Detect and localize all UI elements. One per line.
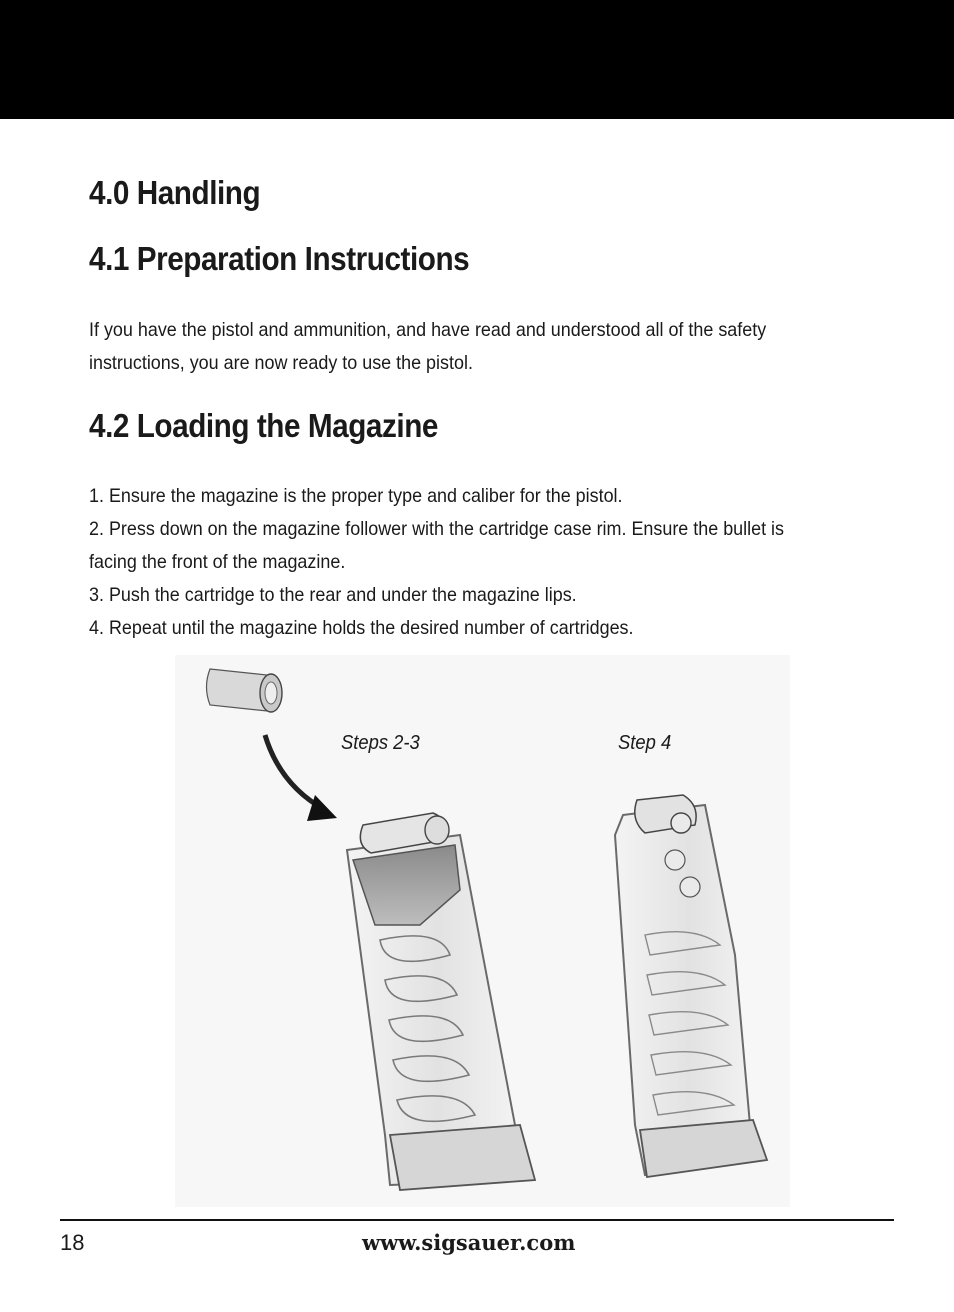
- cartridge-icon: [207, 669, 283, 712]
- section-heading-4-0: 4.0 Handling: [89, 174, 261, 211]
- magazine-loading-illustration: [175, 655, 790, 1207]
- step-2-line-1: 2. Press down on the magazine follower with the cartridge case rim. Ensure the bullet is: [89, 518, 785, 540]
- section-heading-4-1: 4.1 Preparation Instructions: [89, 240, 470, 277]
- section-heading-4-2: 4.2 Loading the Magazine: [89, 407, 438, 444]
- intro-line-1: If you have the pistol and ammunition, and have read and understood all of the safety: [89, 319, 767, 341]
- header-bar: [0, 0, 954, 119]
- step-2-line-2: facing the front of the magazine.: [89, 551, 346, 573]
- illustration-svg: [175, 655, 790, 1207]
- intro-line-2: instructions, you are now ready to use the pistol.: [89, 352, 473, 374]
- website-url: www.sigsauer.com: [362, 1230, 576, 1255]
- caption-step-4: Step 4: [618, 732, 672, 754]
- caption-steps-2-3: Steps 2-3: [341, 732, 420, 754]
- footer-divider: [60, 1219, 894, 1221]
- step-3: 3. Push the cartridge to the rear and under the magazine lips.: [89, 584, 577, 606]
- step-1: 1. Ensure the magazine is the proper type and caliber for the pistol.: [89, 485, 623, 507]
- page-number: 18: [60, 1230, 85, 1255]
- step-4: 4. Repeat until the magazine holds the desired number of cartridges.: [89, 617, 634, 639]
